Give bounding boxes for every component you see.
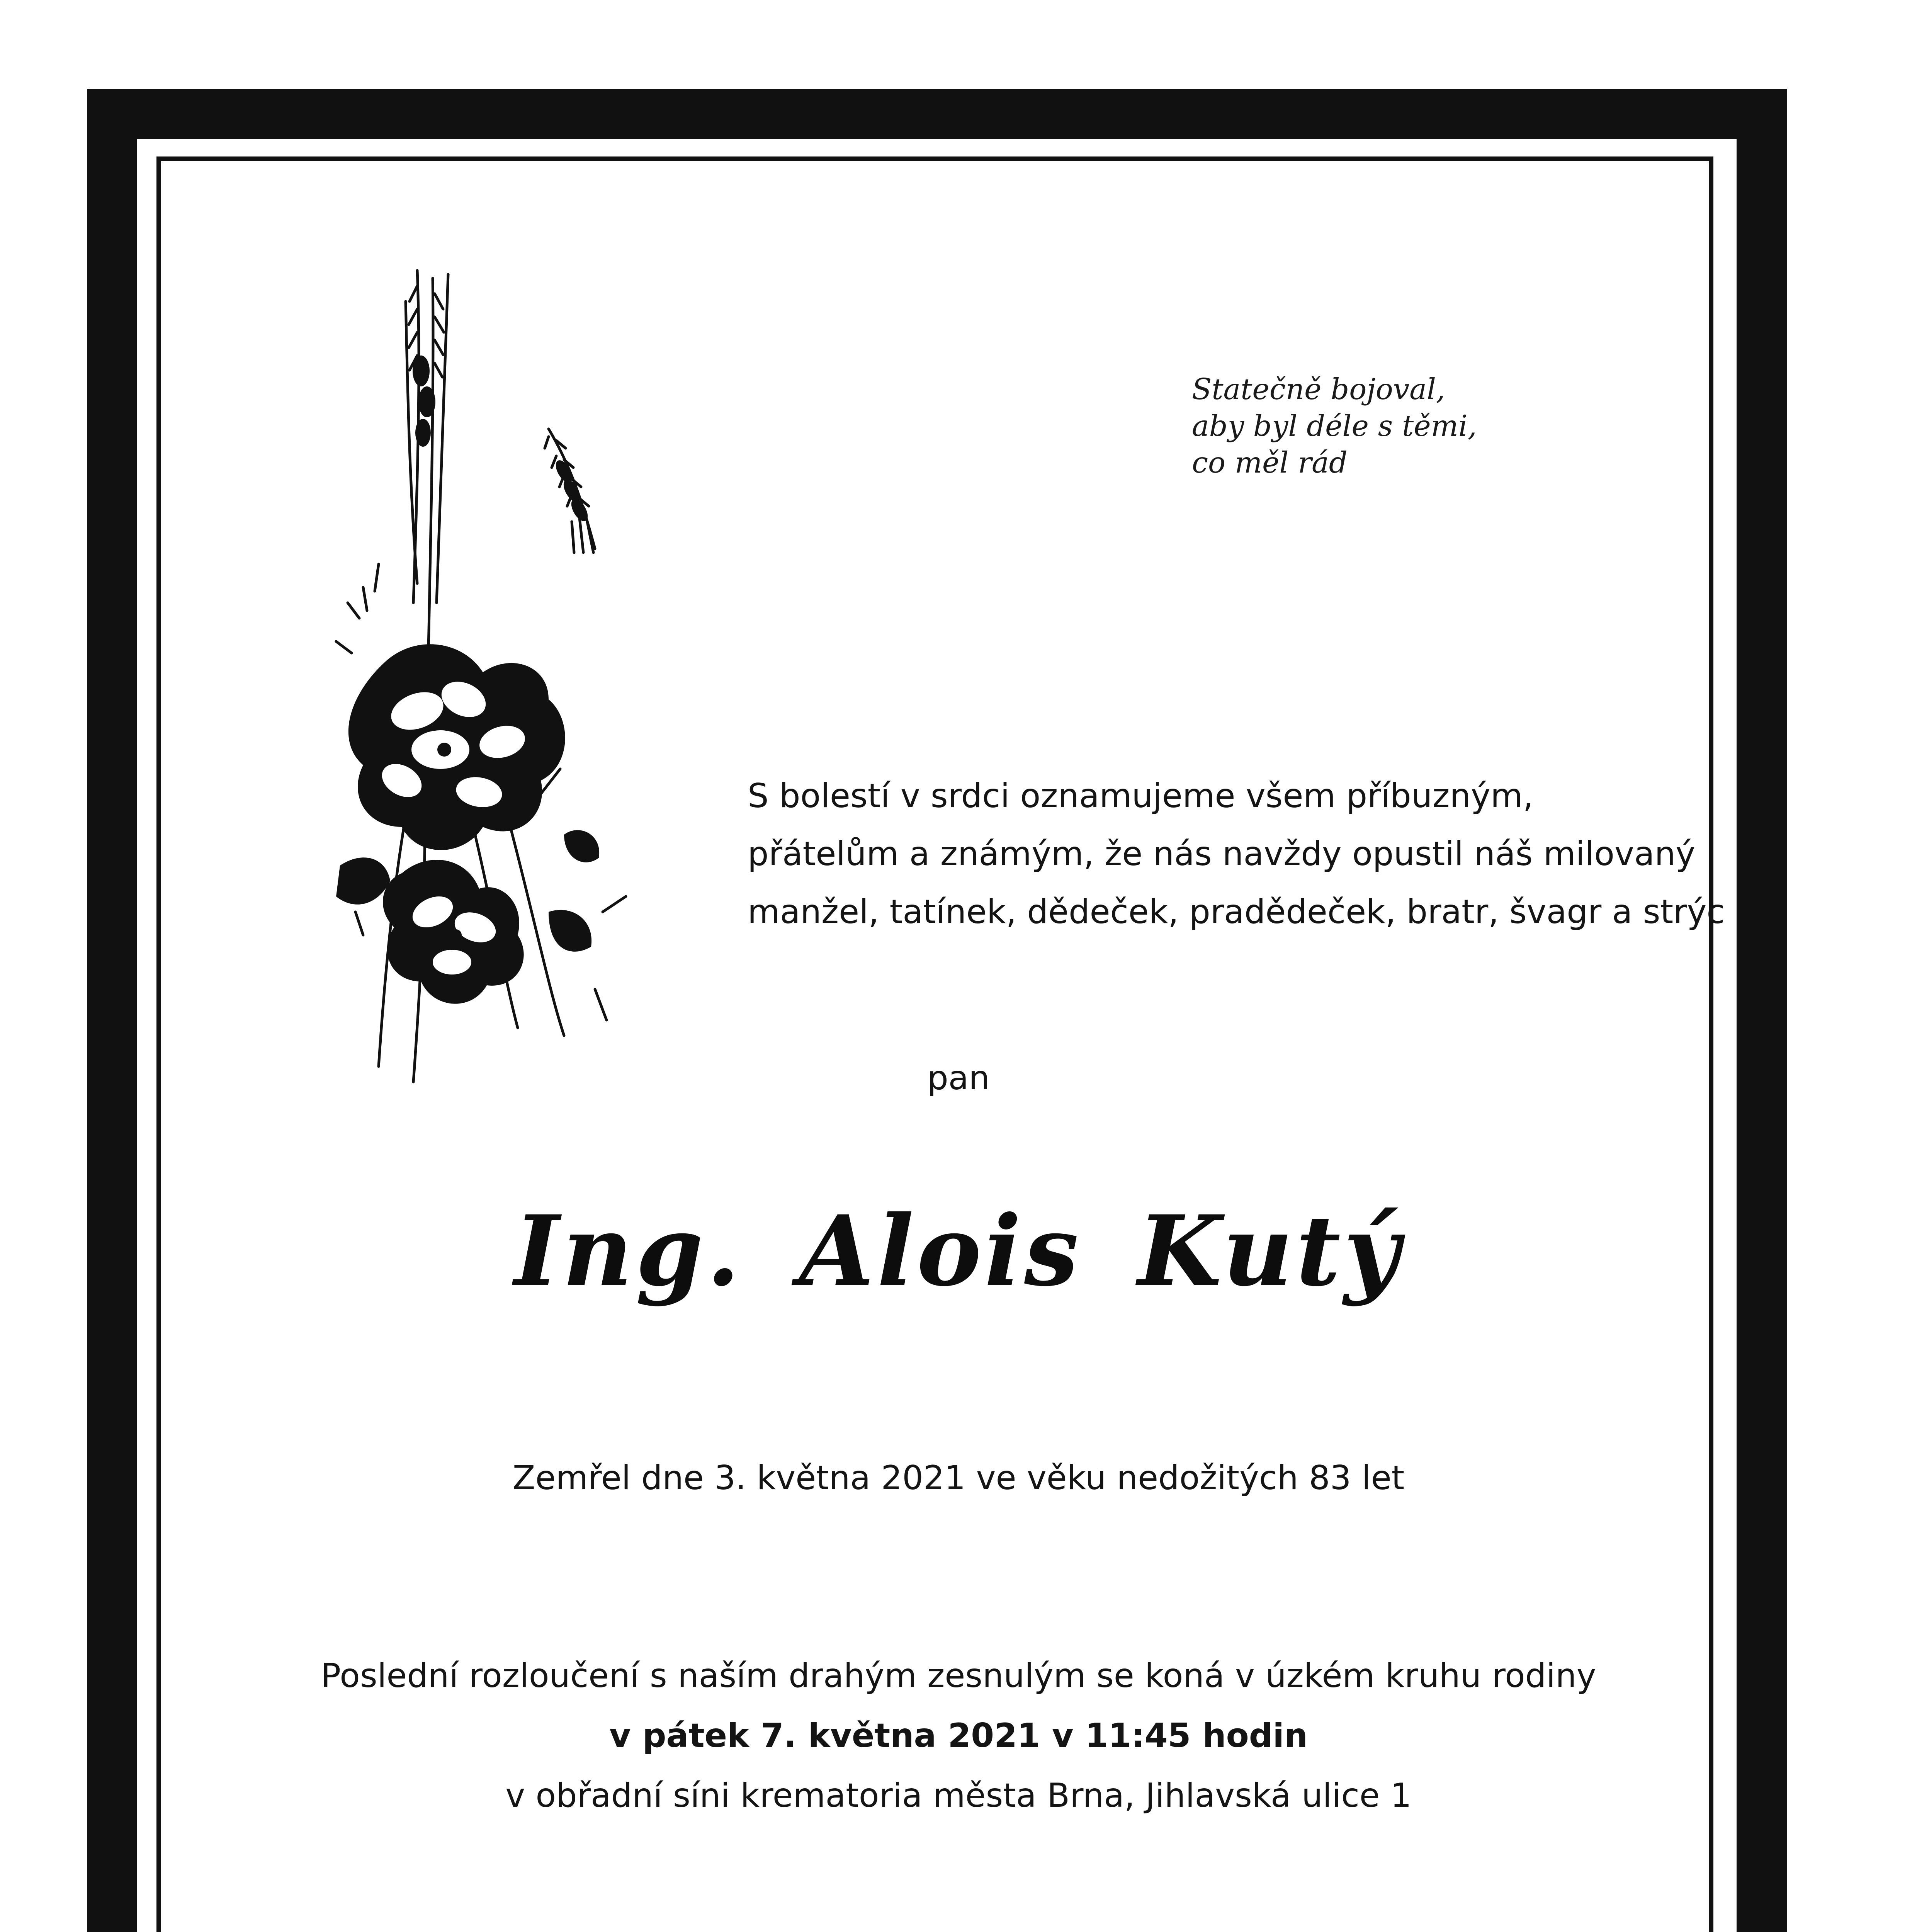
announcement-line: S bolestí v srdci oznamujeme všem příbuzným, bbox=[748, 777, 1534, 815]
motto-line: aby byl déle s těmi, bbox=[1192, 409, 1477, 443]
farewell-date: v pátek 7. května 2021 v 11:45 hodin bbox=[609, 1716, 1308, 1755]
announcement-line: manžel, tatínek, dědeček, pradědeček, bratr, švagr a strýc bbox=[748, 893, 1725, 931]
motto-line: co měl rád bbox=[1192, 446, 1348, 480]
farewell-info bbox=[0, 1646, 1917, 1826]
motto bbox=[1192, 371, 1477, 481]
deceased-name: Ing. Alois Kutý bbox=[514, 1194, 1403, 1308]
farewell-location: v obřadní síni krematoria města Brna, Jihlavská ulice 1 bbox=[505, 1776, 1412, 1815]
farewell-line: Poslední rozloučení s naším drahým zesnulým se koná v úzkém kruhu rodiny bbox=[321, 1656, 1596, 1695]
honorific: pan bbox=[927, 1059, 990, 1097]
death-notice: Zemřel dne 3. května 2021 ve věku nedožitých 83 let bbox=[512, 1459, 1405, 1497]
announcement-text bbox=[748, 767, 1725, 941]
motto-line: Statečně bojoval, bbox=[1192, 372, 1445, 406]
announcement-line: přátelům a známým, že nás navždy opustil náš milovaný bbox=[748, 835, 1695, 873]
flower-bouquet-icon bbox=[301, 255, 649, 1090]
